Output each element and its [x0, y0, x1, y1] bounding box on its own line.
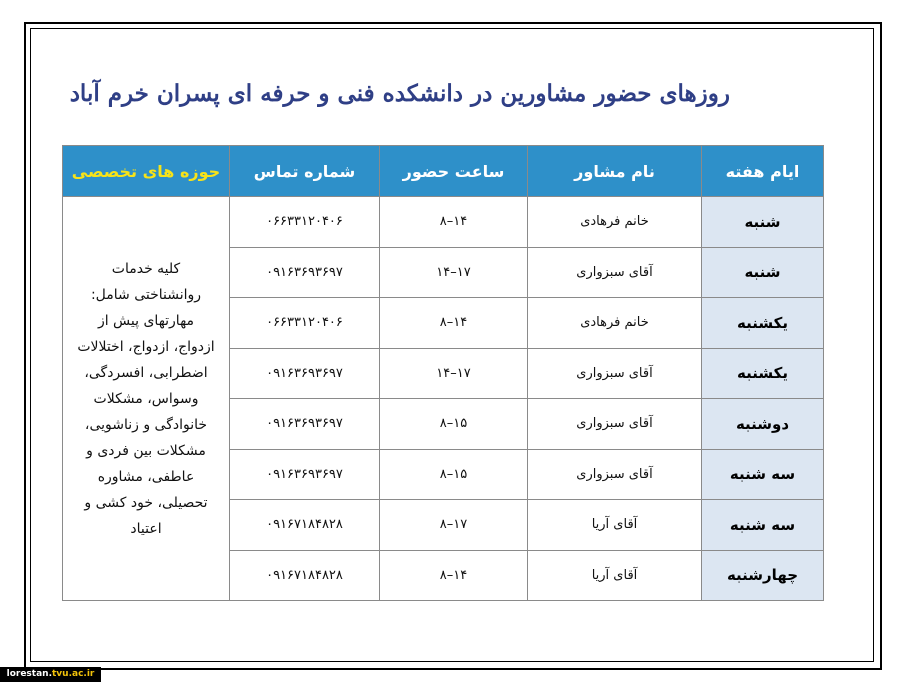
row-counselor-name: آقای آریا	[528, 500, 702, 551]
row-counselor-name: آقای سبزواری	[528, 348, 702, 399]
specialty-line: روانشناختی شامل:	[90, 286, 202, 303]
row-phone: ۰۹۱۶۷۱۸۴۸۲۸	[230, 500, 380, 551]
table-row	[63, 197, 824, 248]
row-counselor-name: آقای آریا	[528, 550, 702, 601]
site-badge-accent: tvu.ac.ir	[52, 669, 95, 679]
site-badge	[0, 667, 101, 682]
row-phone: ۰۹۱۶۳۶۹۳۶۹۷	[230, 399, 380, 450]
specialty-line: عاطفی، مشاوره	[97, 468, 195, 485]
specialty-cell	[63, 197, 230, 601]
row-day: شنبه	[702, 247, 824, 298]
row-counselor-name: آقای سبزواری	[528, 449, 702, 500]
row-hours: ۱۵–۸	[380, 449, 528, 500]
page-title: روزهای حضور مشاورین در دانشکده فنی و حرفه ای پسران خرم آباد	[69, 80, 730, 107]
specialty-line: مشکلات بین فردی و	[86, 442, 206, 459]
header-hours: ساعت حضور	[380, 146, 528, 197]
row-day: یکشنبه	[702, 348, 824, 399]
row-hours: ۱۷–۱۴	[380, 247, 528, 298]
site-badge-main: lorestan.	[6, 669, 52, 679]
row-phone: ۰۹۱۶۳۶۹۳۶۹۷	[230, 247, 380, 298]
row-phone: ۰۹۱۶۷۱۸۴۸۲۸	[230, 550, 380, 601]
row-counselor-name: خانم فرهادی	[528, 197, 702, 248]
specialty-line: اضطرابی، افسردگی،	[84, 364, 208, 381]
row-hours: ۱۴–۸	[380, 298, 528, 349]
specialty-line: ازدواج، ازدواج، اختلالات	[77, 338, 215, 355]
row-phone: ۰۶۶۳۳۱۲۰۴۰۶	[230, 197, 380, 248]
row-hours: ۱۵–۸	[380, 399, 528, 450]
row-phone: ۰۶۶۳۳۱۲۰۴۰۶	[230, 298, 380, 349]
specialty-line: وسواس، مشکلات	[93, 390, 199, 407]
row-hours: ۱۷–۱۴	[380, 348, 528, 399]
row-phone: ۰۹۱۶۳۶۹۳۶۹۷	[230, 348, 380, 399]
specialty-line: خانوادگی و زناشویی،	[84, 416, 208, 433]
specialty-line: مهارتهای پیش از	[97, 312, 195, 329]
row-hours: ۱۴–۸	[380, 197, 528, 248]
row-hours: ۱۷–۸	[380, 500, 528, 551]
table-header-row	[63, 146, 824, 197]
header-specialty: حوزه های تخصصی	[63, 146, 230, 197]
header-day: ایام هفته	[702, 146, 824, 197]
row-day: شنبه	[702, 197, 824, 248]
row-day: سه شنبه	[702, 500, 824, 551]
row-counselor-name: آقای سبزواری	[528, 247, 702, 298]
specialty-line: تحصیلی، خود کشی و	[84, 494, 208, 511]
counselor-schedule-table	[62, 145, 824, 601]
row-day: سه شنبه	[702, 449, 824, 500]
row-hours: ۱۴–۸	[380, 550, 528, 601]
row-phone: ۰۹۱۶۳۶۹۳۶۹۷	[230, 449, 380, 500]
row-day: دوشنبه	[702, 399, 824, 450]
header-phone: شماره تماس	[230, 146, 380, 197]
row-counselor-name: خانم فرهادی	[528, 298, 702, 349]
header-counselor-name: نام مشاور	[528, 146, 702, 197]
row-counselor-name: آقای سبزواری	[528, 399, 702, 450]
row-day: چهارشنبه	[702, 550, 824, 601]
specialty-line: کلیه خدمات	[111, 260, 181, 277]
specialty-line: اعتیاد	[130, 520, 162, 537]
row-day: یکشنبه	[702, 298, 824, 349]
